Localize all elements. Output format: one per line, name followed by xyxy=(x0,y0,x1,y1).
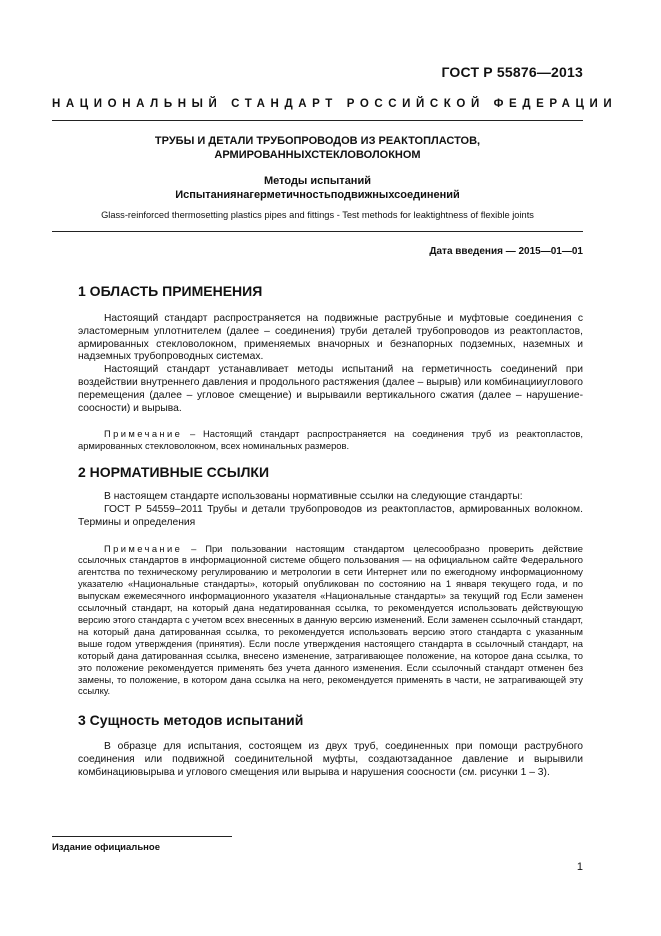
gost-number: ГОСТ Р 55876—2013 xyxy=(441,64,583,80)
document-title-line1: ТРУБЫ И ДЕТАЛИ ТРУБОПРОВОДОВ ИЗ РЕАКТОПЛАСТОВ, xyxy=(154,135,481,147)
section-references xyxy=(78,463,583,697)
document-subtitle-line1: Методы испытаний xyxy=(264,175,371,187)
note-text: – Настоящий стандарт распространяется на соединения труб из реактопластов, армированных стекловолокном, всех номинальных размеров. xyxy=(78,428,583,452)
note xyxy=(78,543,583,698)
document-title xyxy=(52,134,583,162)
document-body xyxy=(78,282,583,780)
footer-divider xyxy=(52,836,232,837)
note-label: Примечание xyxy=(104,542,183,554)
official-edition-label: Издание официальное xyxy=(52,842,160,853)
note xyxy=(78,428,583,452)
section-scope xyxy=(78,282,583,452)
note-label: Примечание xyxy=(104,428,183,440)
reference-entry: ГОСТ Р 54559–2011 Трубы и детали трубопроводов из реактопластов, армированных волокном. Термины и определения xyxy=(78,503,583,528)
section-heading: 2 НОРМАТИВНЫЕ ССЫЛКИ xyxy=(78,464,270,481)
section-test-principle xyxy=(78,711,583,779)
page-number: 1 xyxy=(576,861,583,873)
english-title: Glass-reinforced thermosetting plastics pipes and fittings - Test methods for leaktightness of flexible joints xyxy=(101,210,534,220)
note-text: – При пользовании настоящим стандартом целесообразно проверить действие ссылочных стандартов в информационной системе общего пользования — на официальном сайте Федерального агентства по техническому регулированию и метрологии в сети Интернет или по ежегодному информационному указателю «Национальные стандарты», который опубликован по состоянию на 1 января текущего года, и по выпускам ежемесячного информационного указателя «Национальные стандарты» за текущий год Если заменен ссылочный стандарт, на который дана недатированная ссылка, то рекомендуется использовать действующую версию этого стандарта с учетом всех внесенных в данную версию изменений. Если заменен ссылочный стандарт, на который дана датированная ссылка, то рекомендуется использовать версию этого стандарта с указанным выше годом утверждения (принятия). Если после утверждения настоящего стандарта в ссылочный стандарт, на который дана датированная ссылка, внесено изменение, затрагивающее положение, на которое дана ссылка, то это положение рекомендуется применять без учета данного изменения. Если ссылочный стандарт отменен без замены, то положение, в котором дана ссылка на него, рекомендуется применять в части, не затрагивающей эту ссылку. xyxy=(78,542,583,697)
paragraph: Настоящий стандарт устанавливает методы испытаний на герметичность соединений при воздействии внутреннего давления и продольного растяжения (далее – вырыв) или комбинацииуглового перемещения (далее – угловое смещение) и вырываили вертикального сжатия (далее – нарушение-соосности) и вырыва. xyxy=(78,364,583,414)
document-subtitle xyxy=(52,174,583,202)
paragraph: В образце для испытания, состоящем из двух труб, соединенных при помощи раструбного соединения или подвижной соединительной муфты, создаютзаданное давление и вырывили комбинациювырыва и углового смещения или вырыва и нарушения соосности (см. рисунки 1 – 3). xyxy=(78,741,583,778)
introduction-date: Дата введения — 2015—01—01 xyxy=(429,246,583,257)
paragraph: Настоящий стандарт распространяется на подвижные раструбные и муфтовые соединения с эластомерным уплотнителем (далее – соединения) труби деталей трубопроводов из реактопластов, армированных стекловолокном, применяемых вначорных и безнапорных подземных, наземных и надземных трубопроводных системах. xyxy=(78,313,583,363)
top-divider xyxy=(52,120,583,121)
paragraph: В настоящем стандарте использованы нормативные ссылки на следующие стандарты: xyxy=(104,491,523,503)
section-heading: 1 ОБЛАСТЬ ПРИМЕНЕНИЯ xyxy=(78,283,263,299)
bottom-divider xyxy=(52,231,583,232)
document-subtitle-line2: Испытаниянагерметичностьподвижныхсоединений xyxy=(175,189,460,201)
section-heading: 3 Сущность методов испытаний xyxy=(78,712,304,729)
document-title-line2: АРМИРОВАННЫХСТЕКЛОВОЛОКНОМ xyxy=(214,149,421,161)
national-standard-title: НАЦИОНАЛЬНЫЙ СТАНДАРТ РОССИЙСКОЙ ФЕДЕРАЦИИ xyxy=(52,98,618,110)
